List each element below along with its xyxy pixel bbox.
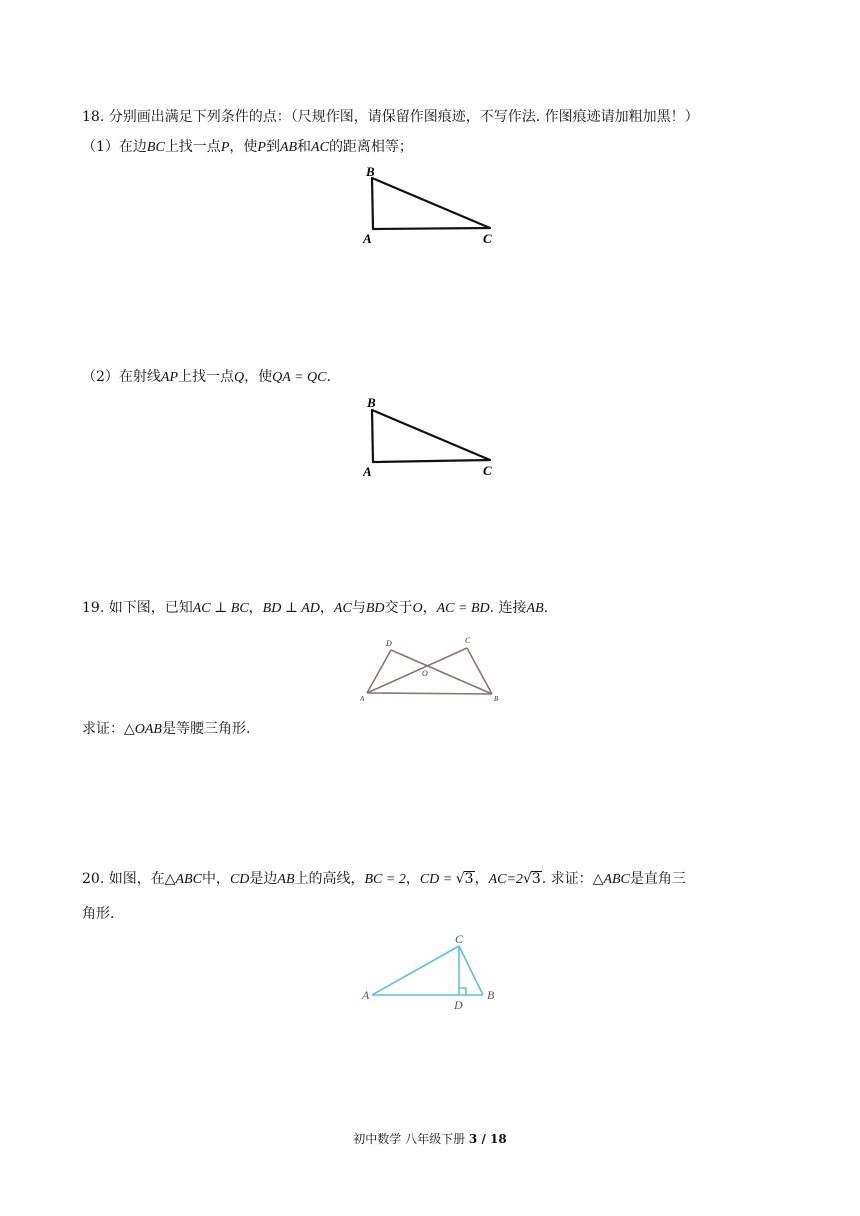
label-d: D: [386, 639, 392, 648]
label-b: B: [487, 988, 495, 1002]
q20-lines: [372, 946, 483, 995]
label-c: C: [483, 231, 492, 246]
label-a: A: [363, 464, 372, 479]
q19-lines: [367, 648, 492, 694]
segment-db: [391, 650, 492, 694]
label-a: A: [363, 231, 372, 246]
right-angle-mark: [459, 988, 466, 995]
q20-statement-line2: 角形.: [82, 906, 115, 922]
label-b: B: [366, 164, 375, 179]
q18-title: 18. 分别画出满足下列条件的点：（尺规作图，请保留作图痕迹，不写作法. 作图痕迹请加粗加黑！）: [82, 109, 699, 125]
q19-figure: [355, 632, 505, 707]
q19-prove: 求证：△OAB是等腰三角形.: [82, 721, 251, 737]
label-a: A: [362, 988, 370, 1002]
segment-ac: [372, 946, 459, 995]
page-footer: [0, 1130, 860, 1147]
label-o: O: [422, 669, 428, 678]
q18-part2: （2）在射线AP上找一点Q，使QA = QC.: [82, 369, 331, 385]
segment-cb: [467, 648, 492, 694]
q19-statement: 19. 如下图，已知AC ⊥ BC，BD ⊥ AD，AC与BD交于O，AC = BD. 连接AB.: [82, 600, 549, 616]
label-c: C: [483, 463, 492, 478]
q18-figure-2: [355, 393, 505, 483]
segment-ab: [367, 693, 492, 694]
label-c: C: [465, 636, 471, 645]
page-number: 3 / 18: [468, 1132, 507, 1146]
q18-part1: （1）在边BC上找一点P，使P到AB和AC的距离相等；: [82, 139, 413, 155]
label-b: B: [367, 395, 376, 410]
label-b: B: [494, 695, 499, 703]
segment-da: [367, 650, 391, 693]
label-c: C: [455, 932, 464, 946]
segment-ac: [367, 648, 467, 693]
triangle-abc-2: [372, 410, 490, 462]
label-a: A: [360, 695, 365, 703]
label-d: D: [454, 998, 463, 1012]
q20-figure: [355, 928, 515, 1013]
footer-text: 初中数学 八年级下册: [353, 1132, 466, 1146]
q20-statement: 20. 如图，在△ABC中，CD是边AB上的高线，BC = 2，CD = √3，AC=2√3. 求证：△ABC是直角三: [82, 871, 686, 887]
triangle-abc-1: [372, 178, 490, 229]
q18-figure-1: [355, 162, 505, 252]
